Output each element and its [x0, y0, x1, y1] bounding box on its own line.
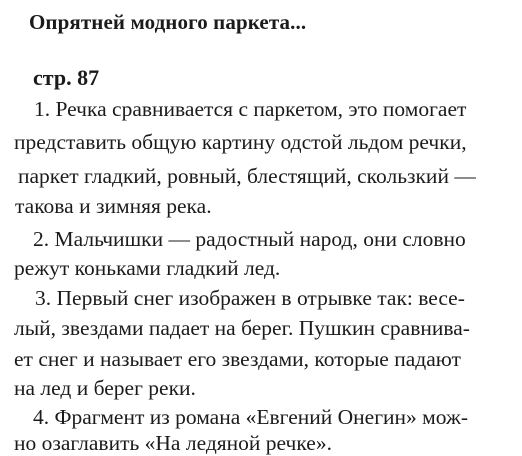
- text-line: 1. Речка сравнивается с паркетом, это помогает: [34, 97, 467, 121]
- text-line: режут коньками гладкий лед.: [14, 256, 281, 280]
- text-line: ет снег и называет его звездами, которые падают: [14, 347, 461, 371]
- text-line: на лед и берег реки.: [14, 376, 196, 400]
- document-title: Опрятней модного паркета...: [29, 10, 307, 34]
- text-line: 4. Фрагмент из романа «Евгений Онегин» мож-: [33, 405, 468, 429]
- text-line: представить общую картину одстой льдом речки,: [14, 130, 467, 154]
- text-line: 3. Первый снег изображен в отрывке так: весе-: [35, 286, 465, 310]
- text-line: но озаглавить «На ледяной речке».: [14, 431, 332, 455]
- page-reference: стр. 87: [33, 65, 100, 90]
- text-line: такова и зимняя река.: [15, 194, 212, 218]
- text-line: паркет гладкий, ровный, блестящий, скользкий —: [18, 164, 476, 188]
- text-line: лый, звездами падает на берег. Пушкин сравнива-: [14, 316, 470, 340]
- text-line: 2. Мальчишки — радостный народ, они словно: [33, 227, 466, 251]
